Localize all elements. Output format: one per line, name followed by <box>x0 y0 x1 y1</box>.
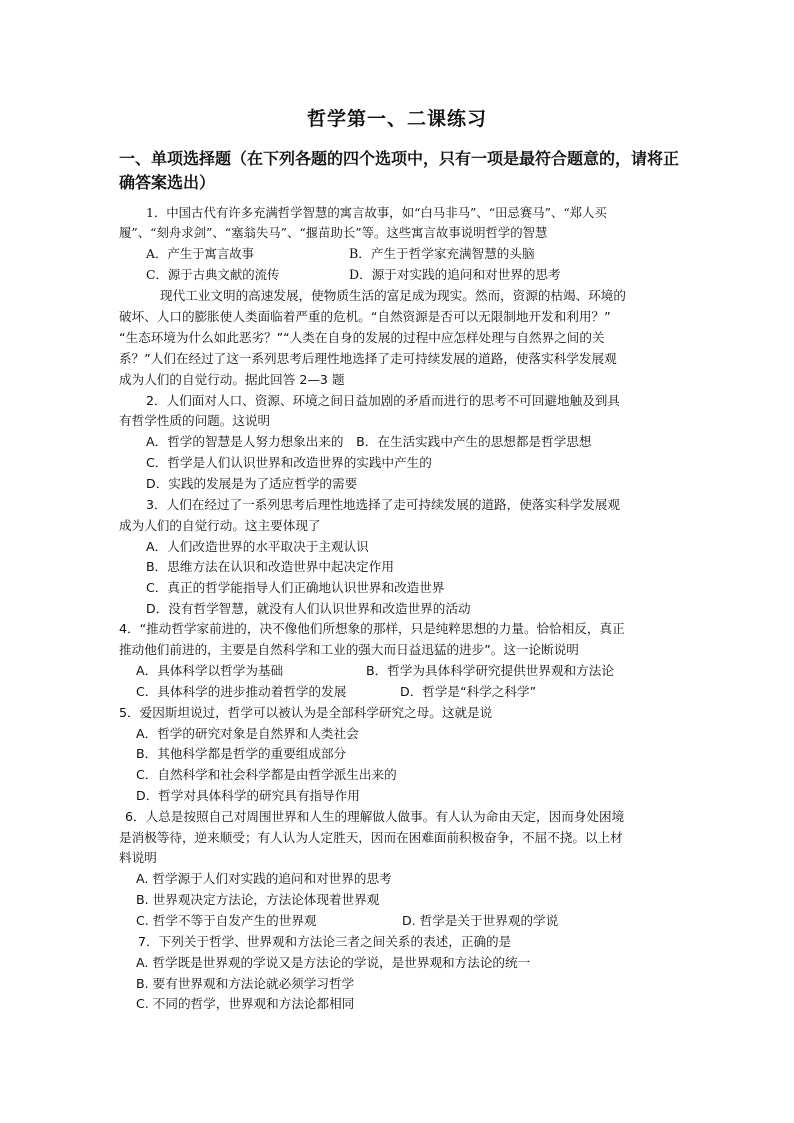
q2-stem-line2: 有哲学性质的问题。这说明 <box>119 413 271 428</box>
q1-option-a: A．产生于寓言故事 <box>146 246 255 261</box>
q3-stem-line1: 3．人们在经过了一系列思考后理性地选择了走可持续发展的道路，使落实科学发展观 <box>146 497 620 512</box>
passage-line4: 系？”人们在经过了这一系列思考后理性地选择了走可持续发展的道路，使落实科学发展观 <box>119 351 617 366</box>
q2-stem-line1: 2．人们面对人口、资源、环境之间日益加剧的矛盾而进行的思考不可回避地触及到具 <box>146 393 620 408</box>
q2-option-c: C．哲学是人们认识世界和改造世界的实践中产生的 <box>146 455 432 470</box>
q3-option-d: D．没有哲学智慧，就没有人们认识世界和改造世界的活动 <box>146 601 471 616</box>
q5-option-a: A．哲学的研究对象是自然界和人类社会 <box>136 726 359 741</box>
q6-option-b: B. 世界观决定方法论，方法论体现着世界观 <box>136 892 380 907</box>
q3-option-a: A．人们改造世界的水平取决于主观认识 <box>146 539 369 554</box>
q5-option-c: C．自然科学和社会科学都是由哲学派生出来的 <box>136 767 397 782</box>
q7-option-a: A. 哲学既是世界观的学说又是方法论的学说，是世界观和方法论的统一 <box>136 955 531 970</box>
q1-option-c: C．源于古典文献的流传 <box>146 267 280 282</box>
q6-stem-line1: 6．人总是按照自己对周围世界和人生的理解做人做事。有人认为命由天定，因而身处困境 <box>125 809 625 824</box>
q2-option-d: D．实践的发展是为了适应哲学的需要 <box>146 476 358 491</box>
q7-option-c: C. 不同的哲学，世界观和方法论都相同 <box>136 996 355 1011</box>
q4-stem-line2: 推动他们前进的，主要是自然科学和工业的强大而日益迅猛的进步”。这一论断说明 <box>119 642 579 657</box>
q4-option-a: A．具体科学以哲学为基础 <box>136 663 284 678</box>
q5-stem-line1: 5．爱因斯坦说过，哲学可以被认为是全部科学研究之母。这就是说 <box>119 705 493 720</box>
q1-stem-line2: 履”、“刻舟求剑”、“塞翁失马”、“揠苗助长”等。这些寓言故事说明哲学的智慧 <box>119 225 548 240</box>
q1-stem-line1: 1．中国古代有许多充满哲学智慧的寓言故事，如“白马非马”、“田忌赛马”、“郑人买 <box>146 205 607 220</box>
q3-stem-line2: 成为人们的自觉行动。这主要体现了 <box>119 518 321 533</box>
q6-option-c: C. 哲学不等于自发产生的世界观 <box>136 913 317 928</box>
q3-option-b: B．思维方法在认识和改造世界中起决定作用 <box>146 559 394 574</box>
document-title: 哲学第一、二课练习 <box>306 108 487 130</box>
passage-line3: “生态环境为什么如此恶劣？”“人类在自身的发展的过程中应怎样处理与自然界之间的关 <box>119 330 605 345</box>
q4-stem-line1: 4．“推动哲学家前进的，决不像他们所想象的那样，只是纯粹思想的力量。恰恰相反，真正 <box>119 621 625 636</box>
q6-stem-line3: 料说明 <box>119 850 157 865</box>
q7-stem-line1: 7．下列关于哲学、世界观和方法论三者之间关系的表述，正确的是 <box>138 934 512 949</box>
q2-options-ab: A．哲学的智慧是人努力想象出来的 B．在生活实践中产生的思想都是哲学思想 <box>146 434 592 449</box>
q6-stem-line2: 是消极等待，逆来顺受；有人认为人定胜天，因而在困难面前积极奋争，不屈不挠。以上材 <box>119 830 623 845</box>
q6-option-d: D. 哲学是关于世界观的学说 <box>402 913 559 928</box>
q1-option-d: D．源于对实践的追问和对世界的思考 <box>349 267 561 282</box>
section-heading: 一、单项选择题（在下列各题的四个选项中，只有一项是最符合题意的，请将正确答案选出） <box>119 149 680 192</box>
q3-option-c: C．真正的哲学能指导人们正确地认识世界和改造世界 <box>146 580 445 595</box>
passage-line1: 现代工业文明的高速发展，使物质生活的富足成为现实。然而，资源的枯竭、环境的 <box>160 288 626 303</box>
q1-option-b: B．产生于哲学家充满智慧的头脑 <box>349 246 535 261</box>
passage-line5: 成为人们的自觉行动。据此回答 2—3 题 <box>119 372 345 387</box>
q4-option-b: B．哲学为具体科学研究提供世界观和方法论 <box>366 663 614 678</box>
q5-option-b: B．其他科学都是哲学的重要组成部分 <box>136 746 347 761</box>
q4-option-c: C．具体科学的进步推动着哲学的发展 <box>136 684 347 699</box>
passage-line2: 破坏、人口的膨胀使人类面临着严重的危机。“自然资源是否可以无限制地开发和利用？” <box>119 309 611 324</box>
q7-option-b: B. 要有世界观和方法论就必须学习哲学 <box>136 976 355 991</box>
q6-option-a: A. 哲学源于人们对实践的追问和对世界的思考 <box>136 871 392 886</box>
q4-option-d: D．哲学是“科学之科学” <box>400 684 537 699</box>
q5-option-d: D．哲学对具体科学的研究具有指导作用 <box>136 788 360 803</box>
